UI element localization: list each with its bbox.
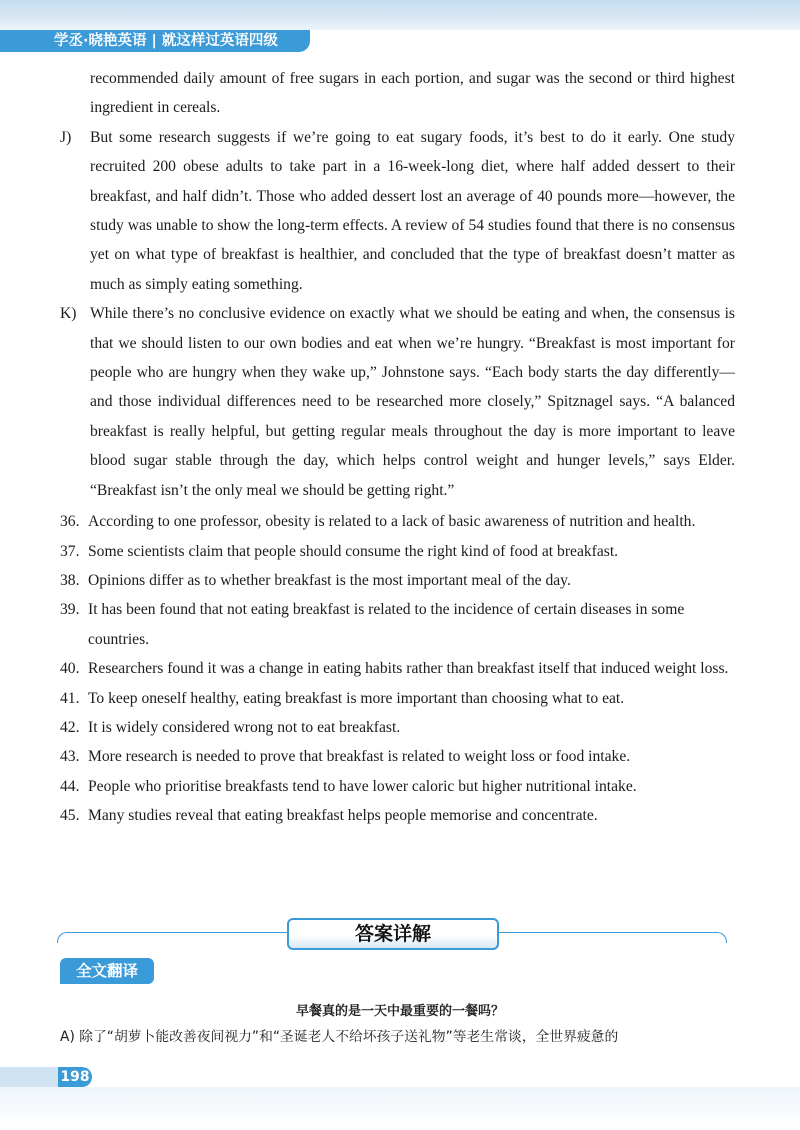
top-band [0,0,800,30]
question-text: It is widely considered wrong not to eat breakfast. [88,718,401,736]
question-number: 37. [60,542,80,560]
paragraph-k [60,299,735,505]
question-text: To keep oneself healthy, eating breakfast is more important than choosing what to eat. [88,689,625,707]
question-number: 44. [60,777,80,795]
page-number: 198 [58,1067,92,1087]
paragraph-i-continuation: recommended daily amount of free sugars in each portion, and sugar was the second or third highest ingredient in cereals. [90,70,735,117]
answer-section-divider [57,918,727,954]
paragraph-text: But some research suggests if we’re going to eat sugary foods, it’s best to do it early. One study recruited 200 obese adults to take part in a 16-week-long diet, where half added dessert to their breakfast, and half didn’t. Those who added dessert lost an average of 40 pounds more—however, the study was unable to show the long-term effects. A review of 54 studies found that there is no consensus yet on what type of breakfast is healthier, and concluded that the type of breakfast doesn’t matter as much as simply eating something. [90,128,735,293]
question-text: It has been found that not eating breakfast is related to the incidence of certain diseases in some countries. [88,601,685,648]
question-text: People who prioritise breakfasts tend to have lower caloric but higher nutritional intake. [88,777,637,795]
question-number: 38. [60,571,80,589]
question-number: 42. [60,718,80,736]
question-39 [60,595,735,654]
question-number: 43. [60,748,80,766]
question-text: Opinions differ as to whether breakfast is the most important meal of the day. [88,571,571,589]
answer-heading: 答案详解 [287,918,499,950]
question-text: According to one professor, obesity is related to a lack of basic awareness of nutrition and health. [88,513,696,531]
question-text: Researchers found it was a change in eating habits rather than breakfast itself that induced weight loss. [88,660,729,678]
question-text: More research is needed to prove that breakfast is related to weight loss or food intake. [88,748,631,766]
question-number: 39. [60,601,80,619]
paragraph-j [60,123,735,299]
passage-content [60,64,735,831]
question-37 [60,537,735,566]
footer-band [0,1087,800,1130]
question-42 [60,713,735,742]
question-38 [60,566,735,595]
question-44 [60,772,735,801]
paragraph-text: While there’s no conclusive evidence on exactly what we should be eating and when, the consensus is that we should listen to our own bodies and eat when we’re hungry. “Breakfast is most important for people who are hungry when they wake up,” Johnstone says. “Each body starts the day differently—and those individual differences need to be researched more closely,” Spitznagel says. “A balanced breakfast is really helpful, but getting regular meals throughout the day is more important to leave blood sugar stable through the day, which helps control weight and hunger levels,” says Elder. “Breakfast isn’t the only meal we should be getting right.” [90,305,735,499]
question-number: 41. [60,689,80,707]
question-40 [60,654,735,683]
question-text: Some scientists claim that people should consume the right kind of food at breakfast. [88,542,619,560]
question-number: 45. [60,807,80,825]
question-number: 36. [60,513,80,531]
question-43 [60,742,735,771]
page-number-bar [0,1067,62,1087]
translation-label: 全文翻译 [60,958,154,984]
question-45 [60,801,735,830]
question-36 [60,507,735,536]
translation-title: 早餐真的是一天中最重要的一餐吗？ [295,1004,504,1019]
question-number: 40. [60,660,80,678]
header-strip [0,30,40,52]
paragraph-label: J) [60,128,72,146]
book-series-title: 学丞·晓艳英语 | 就这样过英语四级 [40,30,310,52]
question-41 [60,684,735,713]
question-text: Many studies reveal that eating breakfast helps people memorise and concentrate. [88,807,598,825]
translation-first-line: A) 除了“胡萝卜能改善夜间视力”和“圣诞老人不给坏孩子送礼物”等老生常谈，全世界疲惫的 [60,1029,619,1045]
divider-line-left [57,932,288,943]
paragraph-label: K) [60,305,77,323]
divider-line-right [496,932,727,943]
